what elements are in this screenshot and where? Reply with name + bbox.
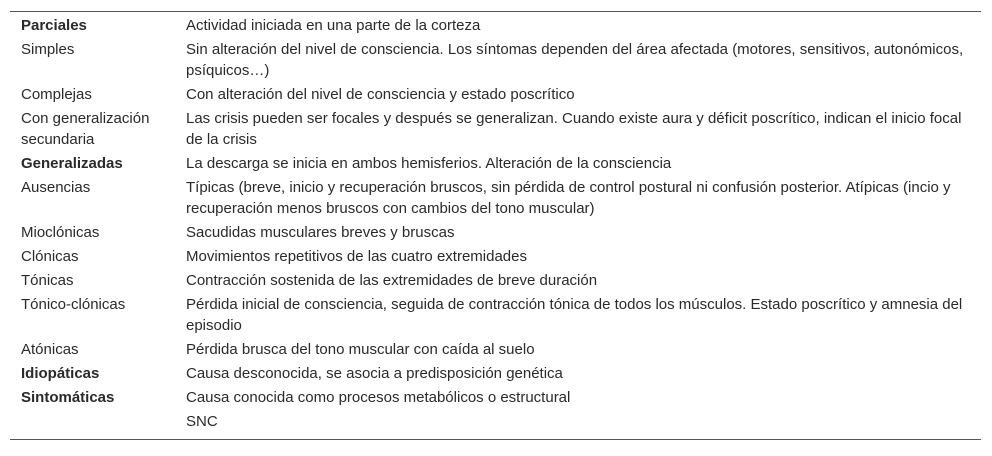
row-term: Tónicas (21, 272, 74, 289)
table-row (10, 410, 981, 434)
row-description: Causa conocida como procesos metabólicos o estructural (186, 389, 571, 406)
row-term: Idiopáticas (21, 365, 100, 382)
table-row (10, 14, 981, 38)
row-description: Sin alteración del nivel de consciencia. Los síntomas dependen del área afectada (motores, sensitivos, autonómicos, psíquicos…) (186, 41, 964, 79)
row-description: Contracción sostenida de las extremidades de breve duración (186, 272, 598, 289)
classification-table (10, 14, 981, 434)
row-description: Sacudidas musculares breves y bruscas (186, 224, 455, 241)
table-row (10, 245, 981, 269)
row-description: Actividad iniciada en una parte de la corteza (186, 17, 481, 34)
row-term: Simples (21, 41, 75, 58)
table-row (10, 221, 981, 245)
row-term: Con generalización secundaria (21, 110, 150, 148)
row-description: Movimientos repetitivos de las cuatro extremidades (186, 248, 527, 265)
row-description: Las crisis pueden ser focales y después se generalizan. Cuando existe aura y déficit poscrítico, indican el inicio focal de la crisis (186, 110, 962, 148)
table-row (10, 152, 981, 176)
row-description: Pérdida inicial de consciencia, seguida de contracción tónica de todos los músculos. Estado poscrítico y amnesia del episodio (186, 296, 963, 334)
row-term: Tónico-clónicas (21, 296, 126, 313)
row-description: La descarga se inicia en ambos hemisferios. Alteración de la consciencia (186, 155, 672, 172)
row-description: Causa desconocida, se asocia a predisposición genética (186, 365, 563, 382)
row-term (10, 410, 185, 434)
row-description: SNC (186, 413, 218, 430)
table-row (10, 338, 981, 362)
table-row (10, 176, 981, 221)
row-description: Pérdida brusca del tono muscular con caída al suelo (186, 341, 535, 358)
row-term: Mioclónicas (21, 224, 100, 241)
classification-table-frame (10, 11, 981, 440)
table-row (10, 269, 981, 293)
row-term: Parciales (21, 17, 87, 34)
seizure-classification-page (10, 11, 981, 440)
row-term: Generalizadas (21, 155, 123, 172)
row-term: Atónicas (21, 341, 79, 358)
table-row (10, 107, 981, 152)
table-row (10, 38, 981, 83)
row-description: Típicas (breve, inicio y recuperación bruscos, sin pérdida de control postural ni confusión posterior. Atípicas (incio y recuperación menos bruscos con cambios del tono muscular) (186, 179, 951, 217)
row-description: Con alteración del nivel de consciencia y estado poscrítico (186, 86, 575, 103)
table-row (10, 386, 981, 410)
row-term: Clónicas (21, 248, 79, 265)
row-term: Ausencias (21, 179, 91, 196)
row-term: Complejas (21, 86, 92, 103)
classification-table-body (10, 14, 981, 434)
table-row (10, 83, 981, 107)
row-term: Sintomáticas (21, 389, 115, 406)
table-row (10, 293, 981, 338)
table-row (10, 362, 981, 386)
